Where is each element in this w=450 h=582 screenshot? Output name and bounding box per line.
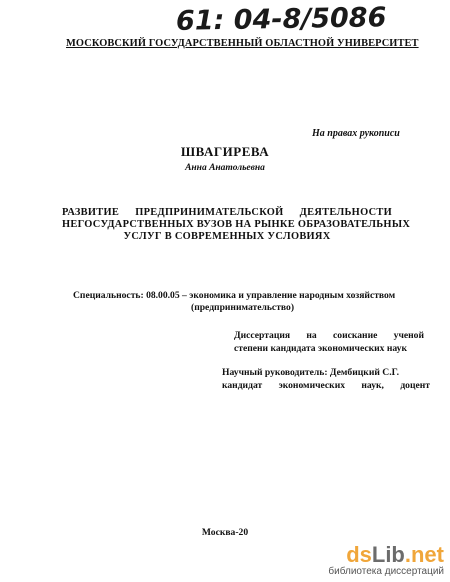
title-line-1: РАЗВИТИЕ ПРЕДПРИНИМАТЕЛЬСКОЙ ДЕЯТЕЛЬНОСТИ [62,207,392,218]
specialty-subline: (предпринимательство) [191,302,295,313]
supervisor-block [222,366,430,392]
author-surname: ШВАГИРЕВА [180,144,270,159]
author-given-names: Анна Анатольевна [185,163,265,173]
dslib-watermark [328,544,444,578]
title-line-3: УСЛУГ В СОВРЕМЕННЫХ УСЛОВИЯХ [123,231,331,242]
dissertation-title [62,207,411,243]
degree-statement [234,329,424,355]
specialty-block [73,290,433,314]
city-year: Москва-20 [201,527,249,538]
handwritten-archive-number: 61: 04-8/5086 [175,2,387,37]
supervisor-line-1: Научный руководитель: Дембицкий С.Г. [222,367,400,378]
title-line-2: НЕГОСУДАРСТВЕННЫХ ВУЗОВ НА РЫНКЕ ОБРАЗОВАТЕЛЬНЫХ [62,219,411,230]
dslib-logo: dsLib.net [346,542,444,567]
university-name: МОСКОВСКИЙ ГОСУДАРСТВЕННЫЙ ОБЛАСТНОЙ УНИВЕРСИТЕТ [66,38,419,49]
dslib-subtitle: библиотека диссертаций [328,566,444,577]
degree-line-1: Диссертация на соискание ученой [234,330,424,341]
specialty-line: Специальность: 08.00.05 – экономика и управление народным хозяйством [73,290,396,301]
supervisor-line-2: кандидат экономических наук, доцент [222,380,430,391]
degree-line-2: степени кандидата экономических наук [234,343,407,354]
manuscript-rights-note: На правах рукописи [312,128,400,139]
